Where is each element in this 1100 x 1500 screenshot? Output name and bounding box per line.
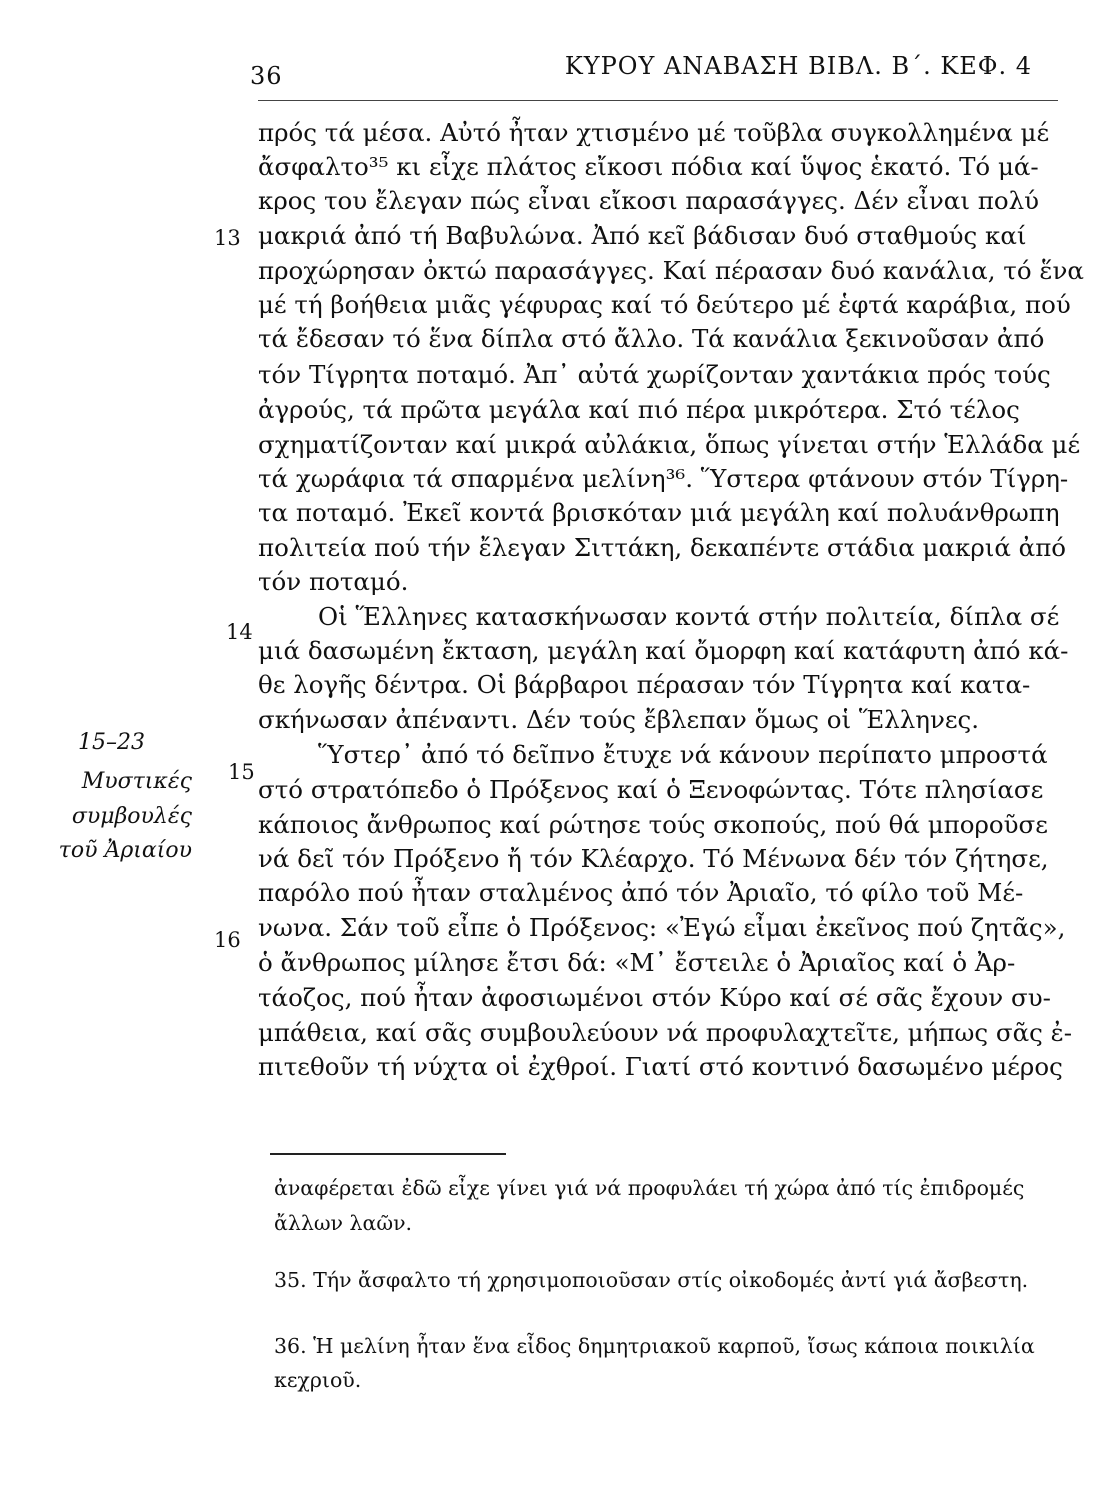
text-line: προχώρησαν ὀκτώ παρασάγγες. Καί πέρασαν δυό κανάλια, τό ἕνα: [258, 256, 1084, 285]
text-line: τα ποταμό. Ἐκεῖ κοντά βρισκόταν μιά μεγάλη καί πολυάνθρωπη: [258, 498, 1060, 527]
text-line: κάποιος ἄνθρωπος καί ρώτησε τούς σκοπούς, πού θά μποροῦσε: [258, 810, 1048, 839]
text-line: πολιτεία πού τήν ἔλεγαν Σιττάκη, δεκαπέντε στάδια μακριά ἀπό: [258, 533, 1067, 562]
text-line: ἀγρούς, τά πρῶτα μεγάλα καί πιό πέρα μικρότερα. Στό τέλος: [258, 395, 1020, 424]
line-number-15: 15: [228, 760, 255, 784]
text-line: τόν ποταμό.: [258, 567, 409, 596]
text-line: σκήνωσαν ἀπέναντι. Δέν τούς ἔβλεπαν ὅμως οἱ Ἕλληνες.: [258, 705, 980, 734]
text-line: μακριά ἀπό τή Βαβυλώνα. Ἀπό κεῖ βάδισαν δυό σταθμούς καί: [258, 221, 1027, 250]
text-line: μέ τή βοήθεια μιᾶς γέφυρας καί τό δεύτερο μέ ἑφτά καράβια, πού: [258, 290, 1071, 319]
footnote-35: 35. Τήν ἄσφαλτο τή χρησιμοποιοῦσαν στίς οἰκοδομές ἀντί γιά ἄσβεστη.: [274, 1268, 1029, 1292]
text-line: τά χωράφια τά σπαρμένα μελίνη³⁶. Ὕστερα φτάνουν στόν Τίγρη-: [258, 464, 1069, 493]
margin-heading-line: συμβουλές: [71, 804, 192, 829]
footnote-continuation: ἄλλων λαῶν.: [274, 1211, 413, 1235]
text-line: κρος του ἔλεγαν πώς εἶναι εἴκοσι παρασάγγες. Δέν εἶναι πολύ: [258, 186, 1040, 215]
text-line: μπάθεια, καί σᾶς συμβουλεύουν νά προφυλαχτεῖτε, μήπως σᾶς ἐ-: [258, 1018, 1073, 1047]
line-number-14: 14: [226, 620, 253, 644]
margin-heading-range: 15–23: [78, 730, 145, 755]
footnote-continuation: ἀναφέρεται ἐδῶ εἶχε γίνει γιά νά προφυλάει τή χώρα ἀπό τίς ἐπιδρομές: [274, 1176, 1025, 1200]
text-line: Οἱ Ἕλληνες κατασκήνωσαν κοντά στήν πολιτεία, δίπλα σέ: [318, 602, 1060, 631]
text-line: πιτεθοῦν τή νύχτα οἱ ἐχθροί. Γιατί στό κοντινό δασωμένο μέρος: [258, 1052, 1063, 1081]
text-line: τόν Τίγρητα ποταμό. Ἀπ᾽ αὐτά χωρίζονταν χαντάκια πρός τούς: [258, 360, 1051, 389]
text-line: τάοζος, πού ἦταν ἀφοσιωμένοι στόν Κύρο καί σέ σᾶς ἔχουν συ-: [258, 983, 1051, 1012]
line-number-16: 16: [214, 928, 241, 952]
text-line: παρόλο πού ἦταν σταλμένος ἀπό τόν Ἀριαῖο, τό φίλο τοῦ Μέ-: [258, 878, 1024, 907]
text-line: μιά δασωμένη ἔκταση, μεγάλη καί ὄμορφη καί κατάφυτη ἀπό κά-: [258, 636, 1069, 665]
footnote-rule: [270, 1153, 506, 1155]
text-line: στό στρατόπεδο ὁ Πρόξενος καί ὁ Ξενοφώντας. Τότε πλησίασε: [258, 775, 1044, 804]
line-number-13: 13: [214, 226, 241, 250]
text-line: ἄσφαλτο³⁵ κι εἶχε πλάτος εἴκοσι πόδια καί ὕψος ἑκατό. Τό μά-: [258, 152, 1039, 181]
text-line: σχηματίζονταν καί μικρά αὐλάκια, ὅπως γίνεται στήν Ἑλλάδα μέ: [258, 430, 1081, 459]
footnote-36-continuation: κεχριοῦ.: [274, 1368, 362, 1392]
page-number: 36: [250, 62, 283, 90]
text-line: τά ἔδεσαν τό ἕνα δίπλα στό ἄλλο. Τά κανάλια ξεκινοῦσαν ἀπό: [258, 324, 1045, 353]
header-rule: [258, 100, 1058, 101]
text-line: θε λογῆς δέντρα. Οἱ βάρβαροι πέρασαν τόν Τίγρητα καί κατα-: [258, 670, 1031, 699]
text-line: ὁ ἄνθρωπος μίλησε ἔτσι δά: «Μ᾽ ἔστειλε ὁ Ἀριαῖος καί ὁ Ἀρ-: [258, 948, 1016, 977]
margin-heading-line: Μυστικές: [81, 769, 192, 794]
text-line: Ὕστερ᾽ ἀπό τό δεῖπνο ἔτυχε νά κάνουν περίπατο μπροστά: [318, 740, 1048, 769]
footnote-36: 36. Ἡ μελίνη ἦταν ἕνα εἶδος δημητριακοῦ καρποῦ, ἴσως κάποια ποικιλία: [274, 1334, 1035, 1358]
running-title: ΚΥΡΟΥ ΑΝΑΒΑΣΗ ΒΙΒΛ. Β΄. ΚΕΦ. 4: [564, 52, 1032, 80]
text-line: νά δεῖ τόν Πρόξενο ἤ τόν Κλέαρχο. Τό Μένωνα δέν τόν ζήτησε,: [258, 844, 1049, 873]
text-line: νωνα. Σάν τοῦ εἶπε ὁ Πρόξενος: «Ἐγώ εἶμαι ἐκεῖνος πού ζητᾶς»,: [258, 913, 1066, 942]
margin-heading-line: τοῦ Ἀριαίου: [58, 838, 192, 863]
text-line: πρός τά μέσα. Αὐτό ἦταν χτισμένο μέ τοῦβλα συγκολλημένα μέ: [258, 118, 1050, 147]
